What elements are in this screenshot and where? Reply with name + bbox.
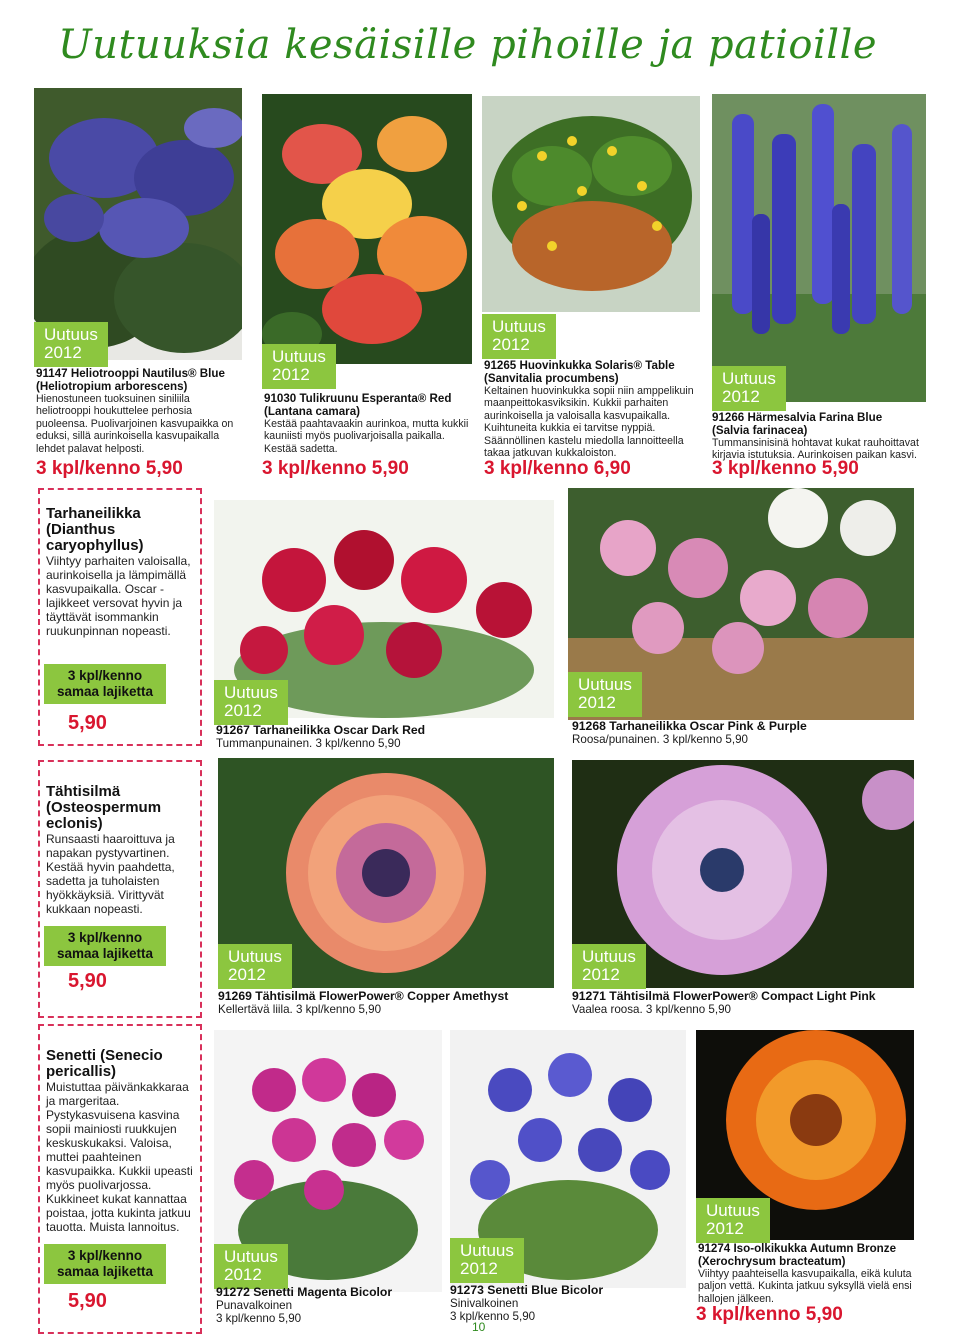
- new-badge: Uutuus 2012: [568, 672, 642, 717]
- sanvitalia-photo: [482, 96, 700, 312]
- new-badge: Uutuus 2012: [712, 366, 786, 411]
- product-description: 91265 Huovinkukka Solaris® Table (Sanvitalia procumbens) Keltainen huovinkukka sopii niin amppelikuin maanpeittokasviksikin. Kukkii parhaiten aurinkoisella ja valoisalla kasvupaikalla. Kuihtuneita kukkia ei tarvitse nyppiä. Säännöllinen kastelu miedolla lannoitteella takaa jatkuvan kukkaloiston.: [484, 359, 694, 460]
- pack-price-box: 3 kpl/kenno samaa lajiketta: [44, 1244, 166, 1284]
- osteospermum-info: Tähtisilmä (Osteospermum eclonis) Runsaasti haaroittuva ja napakan pystyvartinen. Kestää hyvin paahdetta, sadetta ja tuholaisten hyökkäyksiä. Virittyvät kukkaan nopeasti.: [46, 783, 175, 916]
- product-caption: 91269 Tähtisilmä FlowerPower® Copper Amethyst Kellertävä liila. 3 kpl/kenno 5,90: [218, 989, 509, 1016]
- dianthus-info: Tarhaneilikka (Dianthus caryophyllus) Viihtyy parhaiten valoisalla, aurinkoisella ja lämpimällä kasvupaikalla. Oscar -lajikkeet versovat hyvin ja täyttävät isommankin ruukunpinnan nopeasti.: [46, 505, 191, 638]
- product-description: 91030 Tulikruunu Esperanta® Red (Lantana camara) Kestää paahtavaakin aurinkoa, mutta kukkii kauniisti myös puolivarjoisalla paikalla. Kestää sadetta.: [264, 392, 469, 455]
- product-caption: 91271 Tähtisilmä FlowerPower® Compact Light Pink Vaalea roosa. 3 kpl/kenno 5,90: [572, 989, 876, 1016]
- pack-price: 5,90: [68, 712, 107, 734]
- pack-price-box: 3 kpl/kenno samaa lajiketta: [44, 664, 166, 704]
- page-number: 10: [472, 1320, 486, 1334]
- heliotrope-photo: [34, 88, 242, 360]
- page-title: Uutuuksia kesäisille pihoille ja patioille: [58, 22, 877, 68]
- lantana-photo: [262, 94, 472, 364]
- product-caption: 91267 Tarhaneilikka Oscar Dark Red Tummanpunainen. 3 kpl/kenno 5,90: [216, 723, 426, 750]
- pack-price-box: 3 kpl/kenno samaa lajiketta: [44, 926, 166, 966]
- new-badge: Uutuus 2012: [572, 944, 646, 989]
- new-badge: Uutuus 2012: [218, 944, 292, 989]
- new-badge: Uutuus 2012: [696, 1198, 770, 1243]
- new-badge: Uutuus 2012: [214, 1244, 288, 1289]
- product-caption: 91272 Senetti Magenta Bicolor Punavalkoinen 3 kpl/kenno 5,90: [216, 1285, 393, 1325]
- product-price: 3 kpl/kenno 5,90: [712, 458, 859, 479]
- new-badge: Uutuus 2012: [262, 344, 336, 389]
- salvia-photo: [712, 94, 926, 402]
- senetti-info: Senetti (Senecio pericallis) Muistuttaa päivänkakkaraa ja margeritaa. Pystykasvuisena kasvina sopii mainiosti ruukkujen keskuskukaksi. Valoisa, muttei paahteinen kasvupaikka. Kukkii upeasti myös puolivarjossa. Kukkineet kukat kannattaa poistaa, jotta kukinta jatkuu tauotta. Muista lannoitus.: [46, 1047, 193, 1234]
- product-description: 91147 Heliotrooppi Nautilus® Blue (Heliotropium arborescens) Hienostuneen tuoksuinen siniliila heliotrooppi houkuttelee perhosia puoleensa. Puolivarjoinen kasvupaikka on eduksi, sillä aurinkoisella kasvupaikalla lehdet palavat helposti.: [36, 367, 234, 455]
- product-price: 3 kpl/kenno 5,90: [36, 458, 183, 479]
- new-badge: Uutuus 2012: [450, 1238, 524, 1283]
- product-price: 3 kpl/kenno 5,90: [262, 458, 409, 479]
- new-badge: Uutuus 2012: [214, 680, 288, 725]
- pack-price: 5,90: [68, 970, 107, 992]
- product-caption: 91273 Senetti Blue Bicolor Sinivalkoinen 3 kpl/kenno 5,90: [450, 1283, 604, 1323]
- product-price: 3 kpl/kenno 6,90: [484, 458, 631, 479]
- product-caption: 91268 Tarhaneilikka Oscar Pink & Purple Roosa/punainen. 3 kpl/kenno 5,90: [572, 719, 807, 746]
- new-badge: Uutuus 2012: [482, 314, 556, 359]
- new-badge: Uutuus 2012: [34, 322, 108, 367]
- product-price: 3 kpl/kenno 5,90: [696, 1304, 843, 1325]
- product-description: 91274 Iso-olkikukka Autumn Bronze (Xerochrysum bracteatum) Viihtyy paahteisella kasvupaikalla, eikä kuluta paljon vettä. Kukinta jatkuu syksyllä vielä ensi hallojen jälkeen.: [698, 1242, 912, 1305]
- pack-price: 5,90: [68, 1290, 107, 1312]
- product-description: 91266 Härmesalvia Farina Blue (Salvia farinacea) Tummansinisinä hohtavat kukat rauhoittavat kirjavia istutuksia. Aurinkoisen paikan kasvi.: [712, 411, 919, 462]
